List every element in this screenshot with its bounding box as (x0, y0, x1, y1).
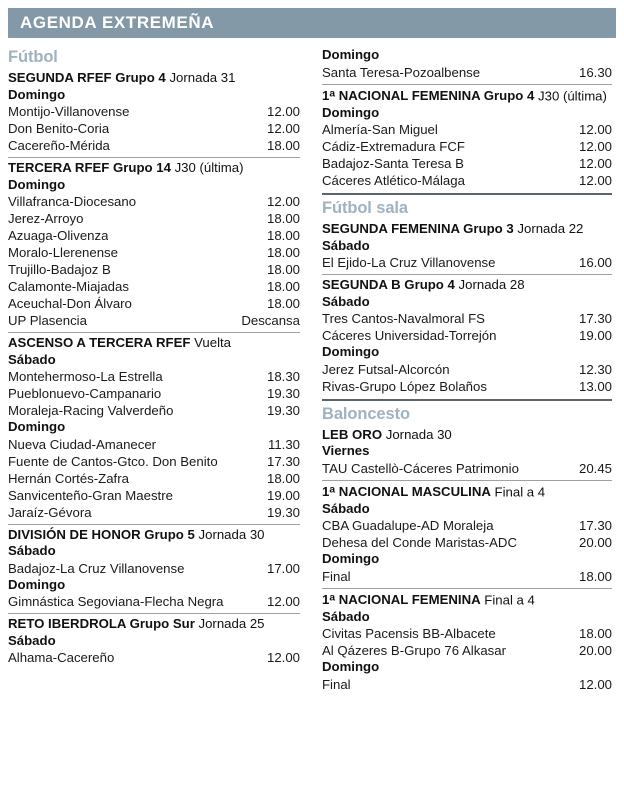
day-heading: Viernes (322, 443, 370, 458)
competition-continuation (322, 46, 612, 81)
day-heading: Sábado (322, 293, 370, 309)
fixture-time: 16.30 (578, 64, 612, 80)
day-heading: Sábado (322, 500, 370, 516)
fixture-time: 12.00 (578, 173, 612, 188)
fixture-match: Jerez-Arroyo (8, 211, 84, 226)
fixture-row (322, 172, 612, 189)
fixture-time: 19.00 (578, 328, 612, 343)
fixture-match: Dehesa del Conde Maristas-ADC (322, 535, 517, 550)
day-heading: Domingo (8, 576, 66, 592)
competition-title (8, 527, 300, 544)
day-heading: Domingo (322, 659, 380, 674)
competition-block (8, 613, 300, 666)
competition-round: Vuelta (194, 335, 232, 350)
day-heading: Sábado (8, 632, 56, 648)
competition-title (322, 483, 612, 501)
fixture-row (8, 593, 300, 610)
agenda-column-right (312, 46, 624, 693)
fixture-time: 18.00 (266, 296, 300, 311)
day-heading: Domingo (8, 86, 66, 102)
competition-round: Final a 4 (484, 592, 535, 607)
fixture-row (8, 103, 300, 120)
fixture-match: Pueblonuevo-Campanario (8, 386, 162, 401)
fixture-time: 19.30 (266, 504, 300, 520)
ordinal-suffix: a (329, 592, 336, 604)
fixture-row (8, 312, 300, 329)
fixture-row (322, 310, 612, 327)
fixture-match: Cáceres Atlético-Málaga (322, 173, 465, 188)
fixture-match: Aceuchal-Don Álvaro (8, 296, 132, 311)
fixture-time: 18.00 (266, 138, 300, 153)
fixture-row (8, 402, 300, 419)
sport-heading: Baloncesto (322, 399, 612, 426)
fixture-match: Alhama-Cacereño (8, 650, 115, 665)
competition-block (8, 157, 300, 329)
fixture-row (8, 504, 300, 521)
fixture-match: Badajoz-La Cruz Villanovense (8, 560, 185, 576)
fixture-time: 18.00 (266, 262, 300, 277)
fixture-match: CBA Guadalupe-AD Moraleja (322, 518, 494, 533)
fixture-match: TAU Castellò-Cáceres Patrimonio (322, 460, 519, 476)
fixture-match: Tres Cantos-Navalmoral FS (322, 311, 485, 326)
fixture-row (8, 261, 300, 278)
fixture-time: 17.30 (578, 311, 612, 326)
competition-title (322, 427, 612, 444)
fixture-row (8, 436, 300, 453)
competition-block (322, 274, 612, 395)
fixture-time: 12.00 (578, 156, 612, 171)
day-heading: Domingo (8, 176, 66, 192)
competition-name: ASCENSO A TERCERA RFEF (8, 335, 191, 350)
fixture-row (8, 368, 300, 385)
fixture-row (8, 244, 300, 261)
competition-block (8, 332, 300, 521)
competition-block (8, 69, 300, 154)
fixture-row (322, 517, 612, 534)
fixture-match: Rivas-Grupo López Bolaños (322, 378, 487, 394)
fixture-match: Cádiz-Extremadura FCF (322, 139, 465, 154)
fixture-match: UP Plasencia (8, 313, 87, 328)
fixture-time: 17.30 (266, 453, 300, 469)
fixture-time: 12.30 (578, 361, 612, 377)
fixture-row (8, 385, 300, 402)
fixture-match: Civitas Pacensis BB-Albacete (322, 626, 496, 641)
fixture-time: 20.00 (578, 535, 612, 550)
fixture-row (322, 155, 612, 172)
fixture-time: 12.00 (266, 121, 300, 136)
fixture-time: 18.00 (266, 245, 300, 260)
fixture-row (322, 378, 612, 395)
day-heading: Domingo (322, 551, 380, 566)
fixture-match: Moraleja-Racing Valverdeño (8, 403, 174, 418)
fixture-time: 17.30 (578, 518, 612, 533)
fixture-row (322, 534, 612, 551)
fixture-row (322, 121, 612, 138)
competition-block (322, 480, 612, 585)
competition-name: RETO IBERDROLA Grupo Sur (8, 616, 195, 631)
fixture-time: 12.00 (578, 676, 612, 692)
competition-round: J30 (última) (174, 160, 244, 175)
competition-round: Jornada 30 (385, 426, 452, 442)
competition-title (8, 70, 300, 87)
fixture-time: 20.45 (578, 460, 612, 476)
fixture-row (8, 470, 300, 487)
fixture-time: 13.00 (578, 378, 612, 394)
fixture-match: Final (322, 568, 351, 584)
fixture-row (8, 487, 300, 504)
fixture-row (8, 453, 300, 470)
fixture-time: 19.30 (266, 386, 300, 401)
page-title: AGENDA EXTREMEÑA (20, 13, 215, 32)
fixture-row (322, 642, 612, 659)
competition-name: DIVISIÓN DE HONOR Grupo 5 (8, 526, 195, 542)
day-heading: Sábado (8, 351, 56, 367)
fixture-time: Descansa (241, 313, 300, 328)
competition-title (8, 335, 300, 352)
competition-name: LEB ORO (322, 426, 383, 442)
fixture-row (322, 327, 612, 344)
ordinal-suffix: a (329, 484, 336, 496)
fixture-row (8, 278, 300, 295)
fixture-match: Trujillo-Badajoz B (8, 262, 111, 277)
day-heading: Sábado (322, 237, 370, 253)
competition-round: Jornada 31 (169, 70, 236, 85)
competition-round: Jornada 22 (517, 221, 584, 236)
competition-block (322, 220, 612, 271)
fixture-row (8, 649, 300, 666)
day-heading: Sábado (8, 543, 56, 558)
fixture-match: Gimnástica Segoviana-Flecha Negra (8, 594, 224, 609)
fixture-row (8, 193, 300, 210)
fixture-time: 18.00 (266, 279, 300, 294)
fixture-row (322, 568, 612, 585)
day-heading: Domingo (322, 47, 380, 62)
fixture-time: 18.00 (266, 470, 300, 486)
fixture-match: Montehermoso-La Estrella (8, 369, 163, 384)
fixture-row (8, 210, 300, 227)
agenda-column-left (0, 46, 312, 666)
competition-name: SEGUNDA FEMENINA Grupo 3 (322, 221, 514, 236)
fixture-time: 12.00 (266, 594, 300, 609)
fixture-match: Moralo-Llerenense (8, 245, 118, 260)
fixture-row (8, 227, 300, 244)
competition-block (322, 84, 612, 190)
fixture-match: Nueva Ciudad-Amanecer (8, 436, 157, 452)
fixture-row (322, 625, 612, 642)
fixture-row (8, 560, 300, 577)
fixture-time: 18.30 (266, 369, 300, 384)
fixture-match: Montijo-Villanovense (8, 104, 130, 119)
fixture-match: Villafranca-Diocesano (8, 194, 137, 209)
fixture-row (322, 361, 612, 378)
ordinal-suffix: a (329, 88, 336, 100)
competition-title (8, 160, 300, 177)
competition-title (322, 221, 612, 238)
competition-block (8, 524, 300, 611)
fixture-match: Santa Teresa-Pozoalbense (322, 64, 481, 80)
fixture-match: Cáceres Universidad-Torrejón (322, 328, 497, 343)
fixture-row (8, 137, 300, 154)
fixture-time: 12.00 (578, 122, 612, 137)
fixture-time: 20.00 (578, 643, 612, 658)
competition-title (8, 616, 300, 633)
competition-name: 1$^a$ NACIONAL FEMENINA (322, 592, 481, 607)
fixture-row (322, 676, 612, 693)
competition-name: TERCERA RFEF Grupo 14 (8, 160, 171, 175)
competition-title (322, 591, 612, 609)
day-heading: Domingo (8, 419, 66, 434)
fixture-time: 12.00 (266, 194, 300, 209)
day-heading: Domingo (322, 104, 380, 120)
fixture-match: Jaraíz-Gévora (8, 504, 92, 520)
agenda-columns (0, 46, 624, 693)
competition-round: Final a 4 (494, 484, 546, 499)
fixture-match: Al Qázeres B-Grupo 76 Alkasar (322, 643, 506, 658)
fixture-match: Jerez Futsal-Alcorcón (322, 361, 450, 377)
fixture-row (8, 120, 300, 137)
fixture-time: 17.00 (266, 560, 300, 576)
competition-name: SEGUNDA RFEF Grupo 4 (8, 70, 166, 85)
fixture-row (322, 254, 612, 271)
competition-block (322, 588, 612, 693)
page-banner (8, 8, 616, 38)
competition-block (322, 426, 612, 477)
fixture-row (8, 295, 300, 312)
sport-heading: Fútbol sala (322, 193, 612, 220)
fixture-row (322, 64, 612, 81)
fixture-match: El Ejido-La Cruz Villanovense (322, 255, 496, 270)
fixture-match: Calamonte-Miajadas (8, 279, 129, 294)
competition-title (322, 277, 612, 294)
competition-name: 1$^a$ NACIONAL FEMENINA Grupo 4 (322, 88, 535, 103)
competition-name: 1$^a$ NACIONAL MASCULINA (322, 484, 491, 499)
fixture-time: 11.30 (267, 436, 300, 452)
fixture-row (322, 138, 612, 155)
fixture-time: 12.00 (578, 139, 612, 154)
fixture-time: 19.00 (266, 487, 300, 503)
fixture-time: 18.00 (266, 228, 300, 243)
competition-title (322, 87, 612, 105)
fixture-match: Azuaga-Olivenza (8, 228, 109, 243)
fixture-match: Sanvicenteño-Gran Maestre (8, 487, 173, 503)
fixture-match: Almería-San Miguel (322, 122, 438, 137)
fixture-time: 19.30 (266, 403, 300, 418)
day-heading: Sábado (322, 608, 370, 624)
competition-round: Jornada 25 (198, 616, 265, 631)
fixture-match: Final (322, 676, 351, 692)
competition-round: Jornada 28 (458, 277, 525, 292)
fixture-match: Fuente de Cantos-Gtco. Don Benito (8, 453, 218, 469)
fixture-time: 16.00 (578, 255, 612, 270)
day-heading: Domingo (322, 344, 380, 359)
competition-name: SEGUNDA B Grupo 4 (322, 277, 455, 292)
sport-heading: Fútbol (8, 48, 58, 66)
fixture-row (322, 460, 612, 477)
fixture-time: 12.00 (266, 104, 300, 119)
competition-round: J30 (última) (538, 88, 607, 103)
fixture-match: Cacereño-Mérida (8, 138, 110, 153)
competition-round: Jornada 30 (198, 526, 265, 542)
fixture-match: Hernán Cortés-Zafra (8, 470, 129, 486)
fixture-time: 18.00 (266, 211, 300, 226)
fixture-time: 18.00 (578, 626, 612, 641)
fixture-time: 18.00 (578, 568, 612, 584)
fixture-match: Badajoz-Santa Teresa B (322, 156, 464, 171)
fixture-match: Don Benito-Coria (8, 121, 110, 136)
fixture-time: 12.00 (266, 650, 300, 665)
